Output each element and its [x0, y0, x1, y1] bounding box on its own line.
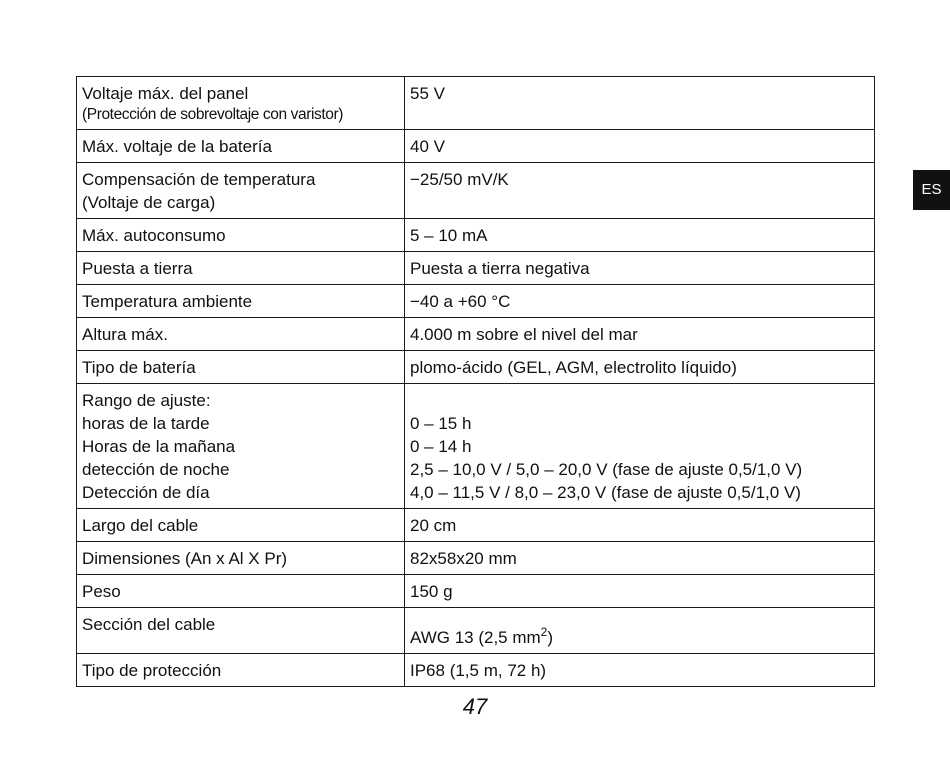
spec-label: Altura máx. — [77, 318, 405, 351]
spec-value: 55 V — [405, 77, 875, 130]
spec-label: Sección del cable — [77, 608, 405, 654]
table-row — [77, 384, 875, 509]
table-row — [77, 77, 875, 130]
label-subtext: (Protección de sobrevoltaje con varistor) — [82, 106, 344, 123]
spec-label — [77, 163, 405, 219]
spec-value: 20 cm — [405, 509, 875, 542]
table-row — [77, 608, 875, 654]
table-row — [77, 318, 875, 351]
table-row — [77, 163, 875, 219]
table-row — [77, 219, 875, 252]
label-text: Horas de la mañana — [82, 437, 236, 456]
label-subtext: (Voltaje de carga) — [82, 193, 216, 212]
table-row — [77, 542, 875, 575]
value-text: 0 – 14 h — [410, 437, 472, 456]
spec-value: 82x58x20 mm — [405, 542, 875, 575]
spec-label: Peso — [77, 575, 405, 608]
spec-value: Puesta a tierra negativa — [405, 252, 875, 285]
spec-label: Máx. autoconsumo — [77, 219, 405, 252]
label-text: Voltaje máx. del panel — [82, 84, 249, 103]
label-text: Compensación de temperatura — [82, 170, 316, 189]
value-text: ) — [547, 628, 554, 647]
table-row — [77, 509, 875, 542]
spec-label — [77, 384, 405, 509]
spec-label: Puesta a tierra — [77, 252, 405, 285]
spec-value: −25/50 mV/K — [405, 163, 875, 219]
spec-label: Máx. voltaje de la batería — [77, 130, 405, 163]
label-text: horas de la tarde — [82, 414, 210, 433]
value-text: 0 – 15 h — [410, 414, 472, 433]
spec-value: 40 V — [405, 130, 875, 163]
spec-value: 150 g — [405, 575, 875, 608]
spec-value — [405, 608, 875, 654]
spec-label: Largo del cable — [77, 509, 405, 542]
page-number: 47 — [462, 694, 488, 719]
spec-value: plomo-ácido (GEL, AGM, electrolito líquido) — [405, 351, 875, 384]
cable-section-value — [410, 621, 553, 649]
table-row — [77, 654, 875, 687]
value-superscript: 2 — [540, 625, 548, 639]
spec-label: Tipo de protección — [77, 654, 405, 687]
value-text: 2,5 – 10,0 V / 5,0 – 20,0 V (fase de ajuste 0,5/1,0 V) — [410, 460, 803, 479]
spec-value: 4.000 m sobre el nivel del mar — [405, 318, 875, 351]
specifications-table — [76, 76, 875, 687]
spec-value: 5 – 10 mA — [405, 219, 875, 252]
language-tab: ES — [913, 170, 950, 210]
value-text: AWG 13 (2,5 mm — [410, 628, 541, 647]
spec-value — [405, 384, 875, 509]
table-row — [77, 575, 875, 608]
spec-value: IP68 (1,5 m, 72 h) — [405, 654, 875, 687]
table-row — [77, 285, 875, 318]
value-text: 4,0 – 11,5 V / 8,0 – 23,0 V (fase de ajuste 0,5/1,0 V) — [410, 483, 801, 502]
table-row — [77, 351, 875, 384]
spec-label: Tipo de batería — [77, 351, 405, 384]
table-row — [77, 130, 875, 163]
spec-label: Dimensiones (An x Al X Pr) — [77, 542, 405, 575]
spec-label — [77, 77, 405, 130]
table-row — [77, 252, 875, 285]
label-text: Detección de día — [82, 483, 210, 502]
label-text: detección de noche — [82, 460, 230, 479]
label-text: Rango de ajuste: — [82, 391, 211, 410]
spec-label: Temperatura ambiente — [77, 285, 405, 318]
spec-value: −40 a +60 °C — [405, 285, 875, 318]
